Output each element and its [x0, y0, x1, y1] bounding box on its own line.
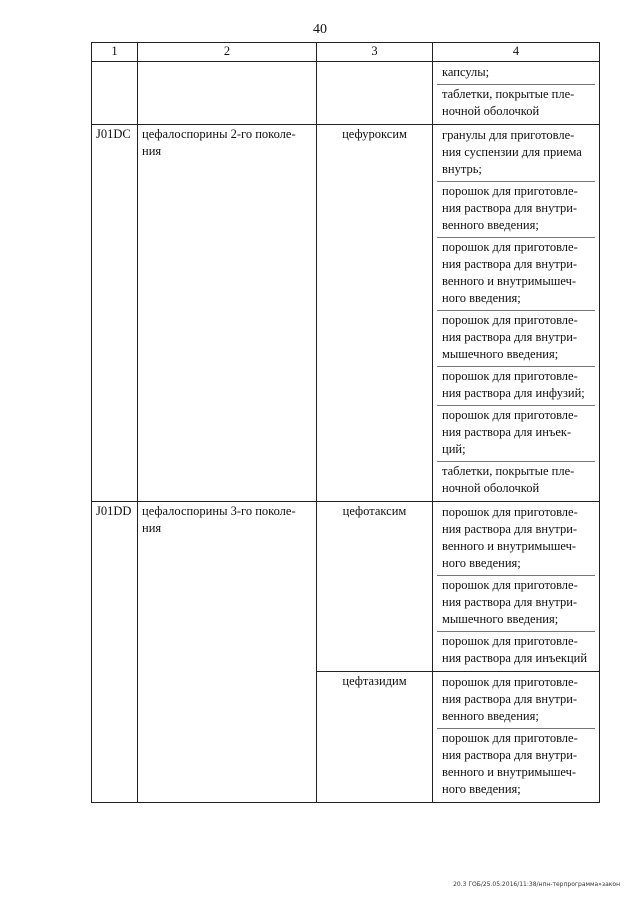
drug-name-cell: цефтазидим [317, 672, 433, 803]
dosage-form-line: ночной оболочкой [442, 481, 540, 495]
dosage-form-line: венного и внутримышеч- [442, 274, 577, 288]
dosage-form-line: таблетки, покрытые пле- [442, 87, 575, 101]
dosage-form-line: порошок для приготовле- [442, 731, 578, 745]
group-name-line: цефалоспорины 2-го поколе- [142, 127, 296, 141]
dosage-form-line: порошок для приготовле- [442, 578, 578, 592]
drug-name-cell: цефуроксим [317, 125, 433, 502]
dosage-form-line: порошок для приготовле- [442, 184, 578, 198]
dosage-form-line: венного введения; [442, 709, 539, 723]
dosage-form-item [437, 631, 595, 670]
dosage-form-item [437, 673, 595, 728]
dosage-form-item [437, 366, 595, 405]
dosage-form-line: венного введения; [442, 218, 539, 232]
column-header: 2 [138, 43, 317, 62]
table-row [92, 62, 600, 125]
dosage-form-line: ния раствора для инъек- [442, 425, 572, 439]
dosage-form-line: ния раствора для внутри- [442, 330, 578, 344]
atc-code-cell [92, 62, 138, 125]
dosage-form-item [437, 84, 595, 123]
group-name-cell [138, 502, 317, 803]
table-row [92, 502, 600, 672]
drug-name-cell [317, 62, 433, 125]
column-header: 3 [317, 43, 433, 62]
group-name-line: ния [142, 144, 162, 158]
dosage-form-line: ния раствора для внутри- [442, 522, 578, 536]
page-number: 40 [313, 22, 327, 37]
dosage-form-line: ния суспензии для приема [442, 145, 582, 159]
dosage-form-line: порошок для приготовле- [442, 675, 578, 689]
dosage-form-line: венного и внутримышеч- [442, 539, 577, 553]
dosage-form-line: ния раствора для инъекций [442, 651, 588, 665]
drug-table [91, 42, 600, 803]
dosage-forms-cell [433, 62, 600, 125]
group-name-cell [138, 125, 317, 502]
dosage-form-item [437, 503, 595, 575]
dosage-form-line: порошок для приготовле- [442, 313, 578, 327]
dosage-form-line: ного введения; [442, 291, 521, 305]
dosage-form-item [437, 310, 595, 366]
atc-code-cell: J01DD [92, 502, 138, 803]
drug-name-cell: цефотаксим [317, 502, 433, 672]
dosage-forms-cell [433, 125, 600, 502]
footer-note: 20.3 ГОБ/25.05.2016/11:38/нпн-терпрограмма»закон [453, 881, 620, 888]
dosage-form-line: ния раствора для внутри- [442, 201, 578, 215]
dosage-form-line: ций; [442, 442, 466, 456]
dosage-form-line: мышечного введения; [442, 612, 559, 626]
dosage-form-item [437, 575, 595, 631]
dosage-form-item [437, 405, 595, 461]
dosage-form-line: порошок для приготовле- [442, 634, 578, 648]
dosage-form-line: таблетки, покрытые пле- [442, 464, 575, 478]
dosage-form-item [437, 728, 595, 801]
dosage-forms-cell [433, 672, 600, 803]
group-name-line: ния [142, 521, 162, 535]
dosage-form-line: порошок для приготовле- [442, 408, 578, 422]
dosage-form-item [437, 63, 595, 84]
dosage-form-line: ния раствора для инфузий; [442, 386, 585, 400]
dosage-form-line: порошок для приготовле- [442, 369, 578, 383]
dosage-form-line: мышечного введения; [442, 347, 559, 361]
dosage-form-line: ного введения; [442, 782, 521, 796]
dosage-form-line: ния раствора для внутри- [442, 595, 578, 609]
dosage-form-line: ния раствора для внутри- [442, 692, 578, 706]
atc-code-cell: J01DC [92, 125, 138, 502]
dosage-form-item [437, 237, 595, 310]
dosage-form-line: порошок для приготовле- [442, 505, 578, 519]
dosage-form-item [437, 181, 595, 237]
header-row [92, 43, 600, 62]
dosage-form-item [437, 126, 595, 181]
table-body [92, 62, 600, 803]
table-row [92, 125, 600, 502]
column-header: 1 [92, 43, 138, 62]
column-header: 4 [433, 43, 600, 62]
dosage-form-line: ночной оболочкой [442, 104, 540, 118]
dosage-form-line: венного и внутримышеч- [442, 765, 577, 779]
dosage-form-line: ния раствора для внутри- [442, 748, 578, 762]
dosage-form-line: ного введения; [442, 556, 521, 570]
dosage-form-line: капсулы; [442, 65, 490, 79]
dosage-form-item [437, 461, 595, 500]
dosage-form-line: гранулы для приготовле- [442, 128, 575, 142]
dosage-forms-cell [433, 502, 600, 672]
group-name-line: цефалоспорины 3-го поколе- [142, 504, 296, 518]
dosage-form-line: ния раствора для внутри- [442, 257, 578, 271]
group-name-cell [138, 62, 317, 125]
dosage-form-line: порошок для приготовле- [442, 240, 578, 254]
dosage-form-line: внутрь; [442, 162, 482, 176]
